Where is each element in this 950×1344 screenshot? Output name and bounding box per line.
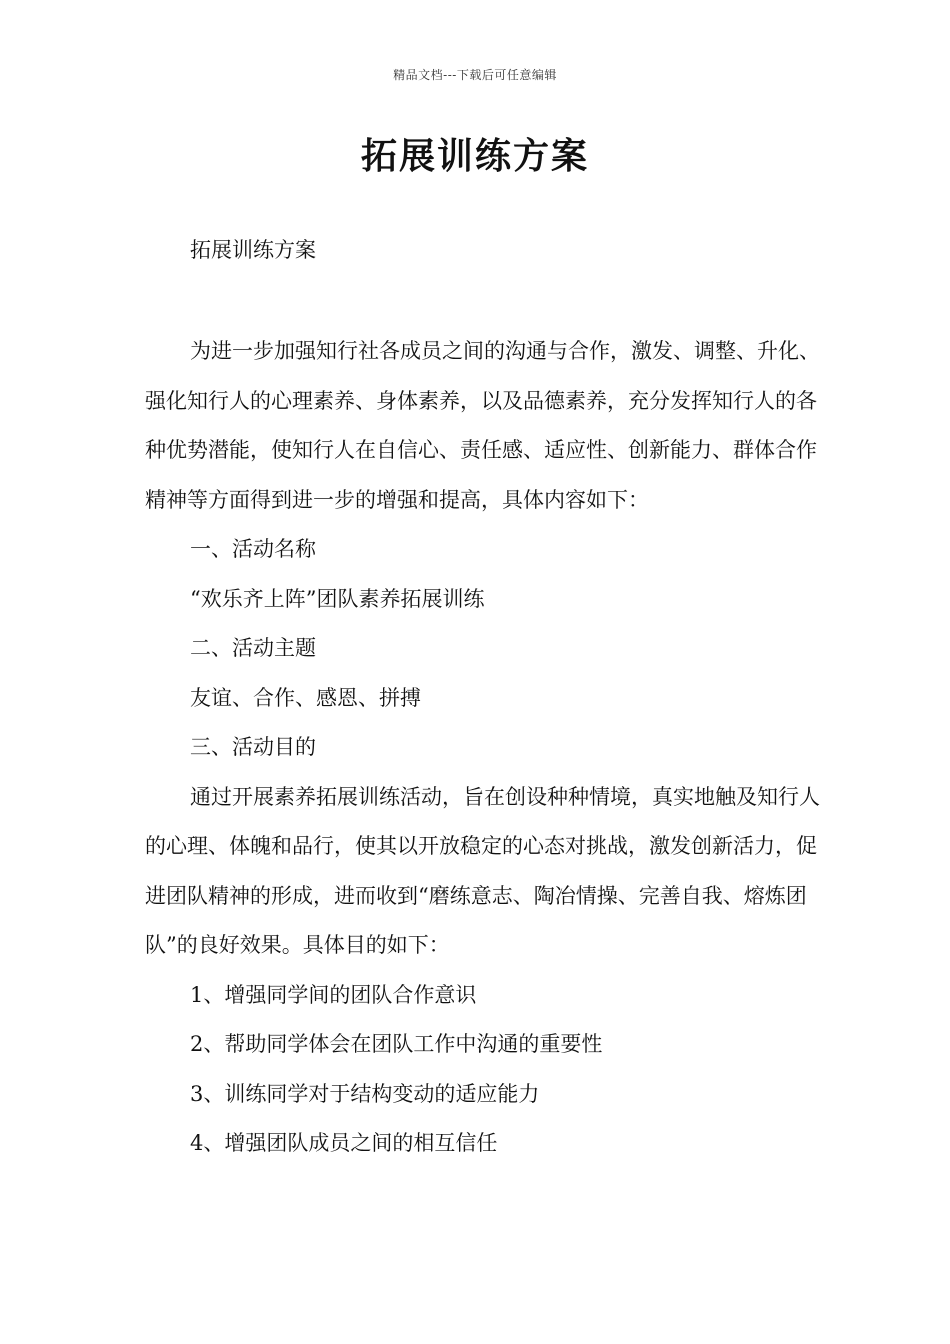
activity-theme-text: 友谊、合作、感恩、拼搏	[190, 685, 421, 710]
intro-paragraph: 为进一步加强知行社各成员之间的沟通与合作，激发、调整、升化、强化知行人的心理素养、身体素养，以及品德素养，充分发挥知行人的各种优势潜能，使知行人在自信心、责任感、适应性、创新能力、群体合作精神等方面得到进一步的增强和提高，具体内容如下：	[145, 339, 820, 512]
section-heading-activity-name: 一、活动名称	[190, 537, 316, 561]
section-heading-activity-purpose: 三、活动目的	[190, 735, 316, 759]
activity-purpose-paragraph: 通过开展素养拓展训练活动，旨在创设种种情境，真实地触及知行人的心理、体魄和品行，使其以开放稳定的心态对挑战，激发创新活力，促进团队精神的形成，进而收到“磨练意志、陶冶情操、完善自我、熔炼团队”的良好效果。具体目的如下：	[145, 784, 820, 957]
goal-item: 3、训练同学对于结构变动的适应能力	[190, 1081, 540, 1106]
goal-item: 4、增强团队成员之间的相互信任	[190, 1131, 498, 1155]
document-subtitle: 拓展训练方案	[190, 238, 316, 262]
document-subtitle-block	[145, 226, 835, 276]
goal-item: 2、帮助同学体会在团队工作中沟通的重要性	[190, 1032, 603, 1056]
goal-item: 1、增强同学间的团队合作意识	[190, 982, 477, 1007]
section-heading-activity-theme: 二、活动主题	[190, 636, 316, 660]
document-body	[145, 327, 835, 1169]
header-note: 精品文档---下载后可任意编辑	[393, 68, 557, 82]
activity-name-text: “欢乐齐上阵”团队素养拓展训练	[190, 586, 485, 611]
document-title: 拓展训练方案	[360, 135, 589, 177]
